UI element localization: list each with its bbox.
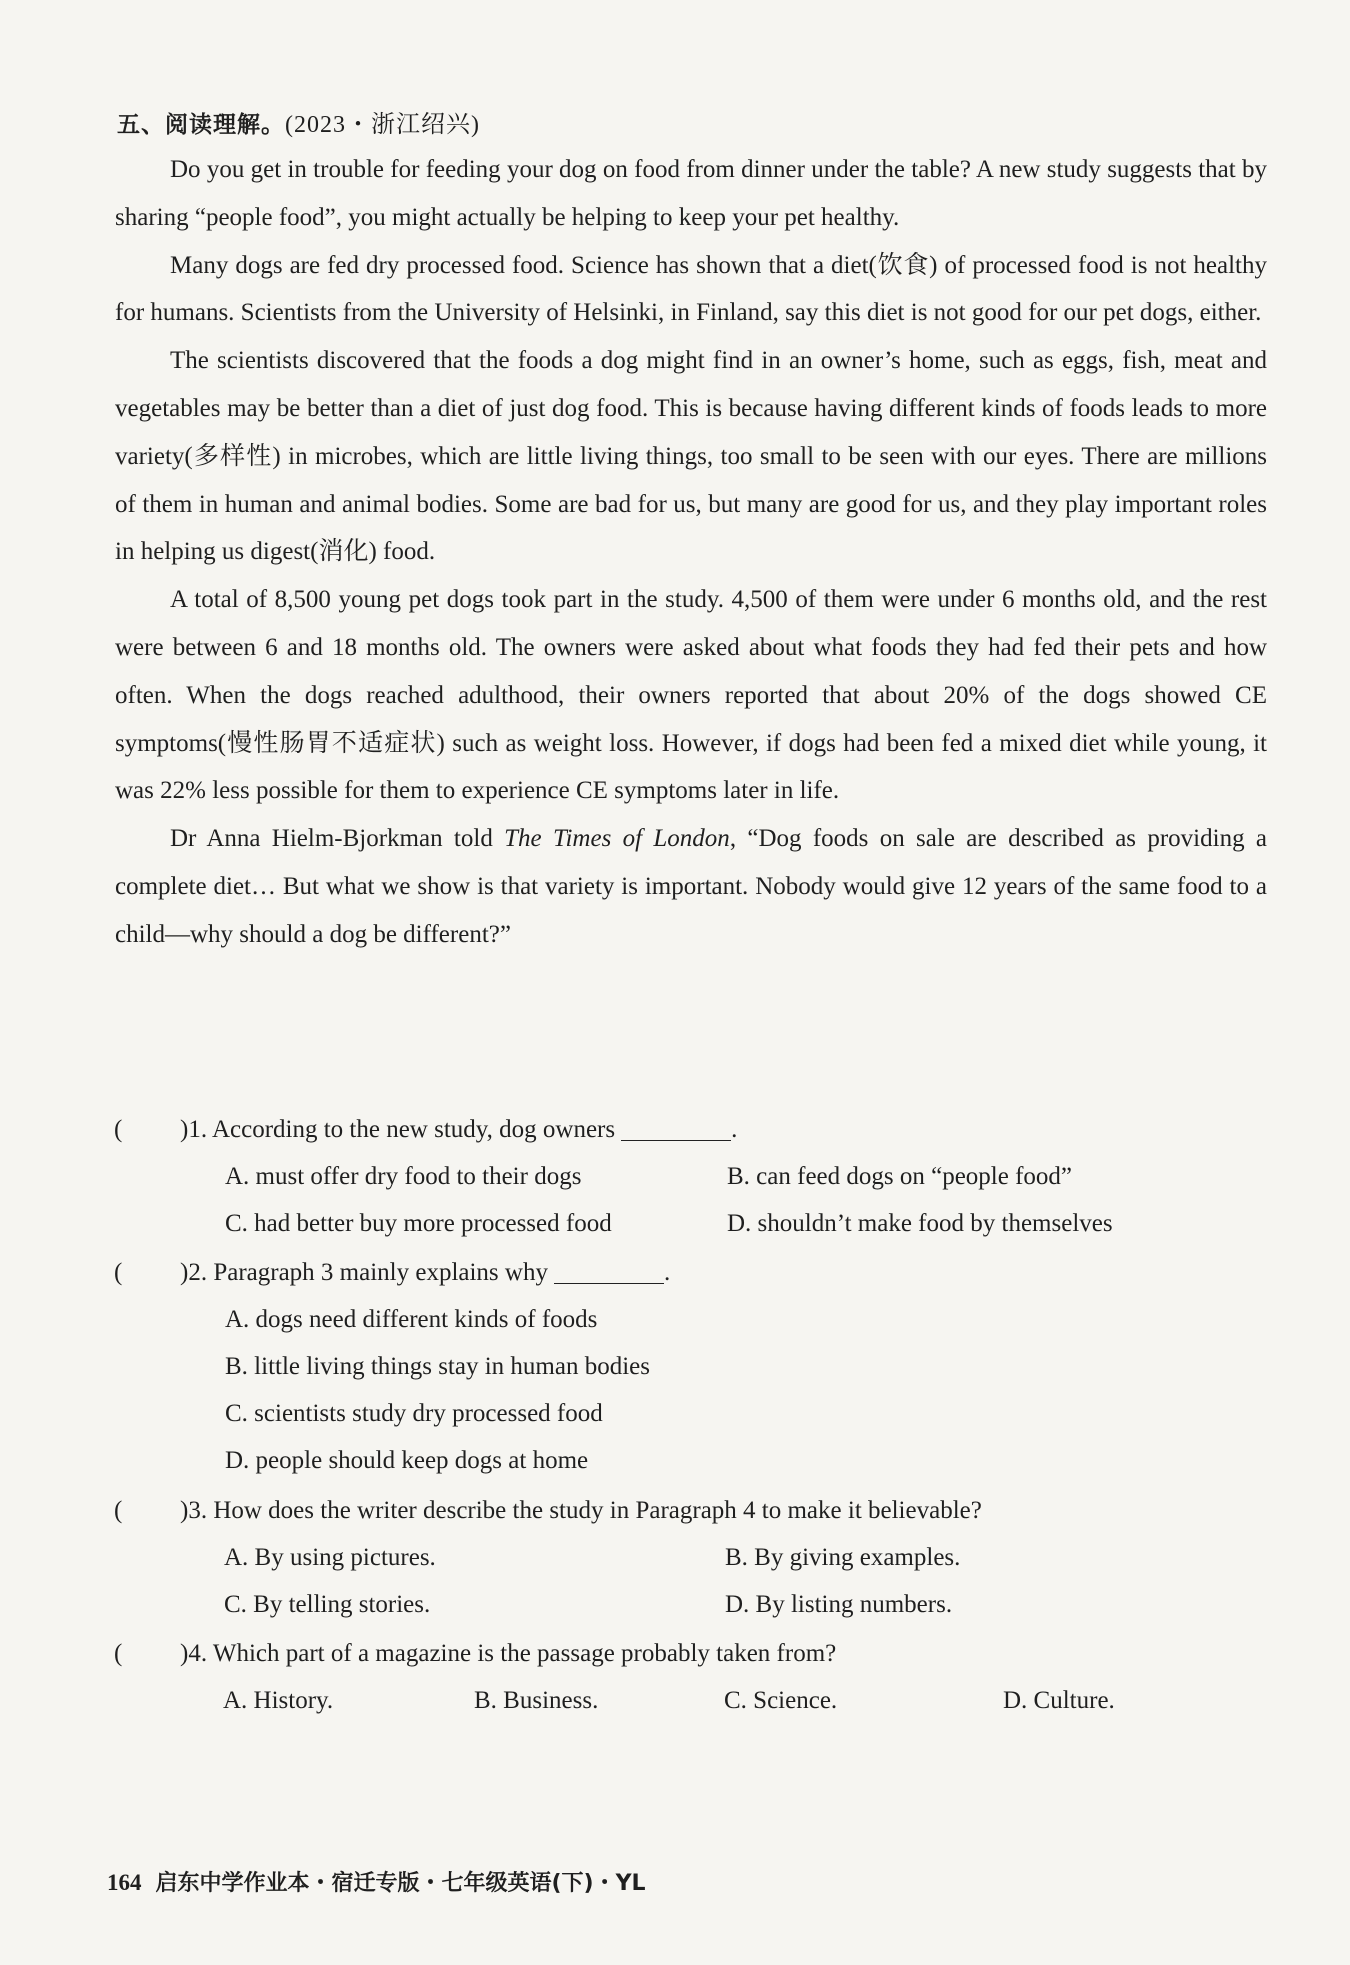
paragraph-3: The scientists discovered that the foods a dog might find in an owner’s home, such as eggs, fish, meat and vegetables may be better than a diet of just dog food. This is because having different kinds of foods leads to more variety(多样性) in microbes, which are little living things, too small to be seen with our eyes. There are millions of them in human and animal bodies. Some are bad for us, but many are good for us, and they play important roles in helping us digest(消化) food. xyxy=(115,347,1267,566)
option-d[interactable]: D. shouldn’t make food by themselves xyxy=(727,1210,1113,1237)
option-b[interactable]: B. can feed dogs on “people food” xyxy=(727,1163,1073,1190)
option-a[interactable]: A. By using pictures. xyxy=(224,1544,436,1571)
option-c[interactable]: C. had better buy more processed food xyxy=(225,1210,612,1237)
section-title: 五、阅读理解。 xyxy=(117,112,285,138)
option-b[interactable]: B. Business. xyxy=(474,1687,599,1714)
option-b[interactable]: B. By giving examples. xyxy=(725,1544,961,1571)
paragraph-2: Many dogs are fed dry processed food. Science has shown that a diet(饮食) of processed food is not healthy for humans. Scientists from the University of Helsinki, in Finland, say this diet is not good for our pet dogs, either. xyxy=(115,251,1267,327)
paragraph-5-quote: , “Dog foods on sale are described as providing a complete diet… But what we show is that variety is important. Nobody would give 12 years of the same food to a child—why should a dog be different?” xyxy=(115,825,1267,948)
question-stem: )1. According to the new study, dog owners . xyxy=(180,1116,738,1143)
option-d[interactable]: D. By listing numbers. xyxy=(725,1591,953,1618)
book-title: 启东中学作业本・宿迁专版・七年级英语(下)・YL xyxy=(155,1871,646,1896)
option-a[interactable]: A. must offer dry food to their dogs xyxy=(225,1163,582,1190)
option-b[interactable]: B. little living things stay in human bodies xyxy=(225,1353,650,1380)
option-c[interactable]: C. scientists study dry processed food xyxy=(225,1400,603,1427)
paragraph-4: A total of 8,500 young pet dogs took part in the study. 4,500 of them were under 6 months old, and the rest were between 6 and 18 months old. The owners were asked about what foods they had fed their pets and how often. When the dogs reached adulthood, their owners reported that about 20% of the dogs showed CE symptoms(慢性肠胃不适症状) such as weight loss. However, if dogs had been fed a mixed diet while young, it was 22% less possible for them to experience CE symptoms later in life. xyxy=(115,586,1267,805)
option-d[interactable]: D. Culture. xyxy=(1003,1687,1115,1714)
page-number: 164 xyxy=(107,1870,142,1895)
paragraph-5-lead: Dr Anna Hielm-Bjorkman told xyxy=(170,825,505,853)
answer-paren[interactable]: ( xyxy=(114,1640,123,1667)
question-3 xyxy=(114,1487,1274,1628)
answer-paren[interactable]: ( xyxy=(114,1259,123,1286)
question-4 xyxy=(114,1630,1274,1724)
option-a[interactable]: A. History. xyxy=(223,1687,334,1714)
paragraph-5 xyxy=(115,815,1267,958)
question-2 xyxy=(114,1249,1274,1484)
option-a[interactable]: A. dogs need different kinds of foods xyxy=(225,1306,598,1333)
paragraph-1: Do you get in trouble for feeding your dog on food from dinner under the table? A new study suggests that by sharing “people food”, you might actually be helping to keep your pet healthy. xyxy=(115,156,1267,231)
answer-paren[interactable]: ( xyxy=(114,1116,123,1143)
reading-passage xyxy=(115,146,1267,959)
question-1 xyxy=(114,1106,1274,1247)
section-heading xyxy=(117,104,480,139)
question-stem: )2. Paragraph 3 mainly explains why . xyxy=(180,1259,671,1286)
answer-blank xyxy=(621,1118,731,1141)
newspaper-title: The Times of London xyxy=(504,825,730,853)
answer-paren[interactable]: ( xyxy=(114,1497,123,1524)
section-source: (2023・浙江绍兴) xyxy=(285,112,480,138)
option-d[interactable]: D. people should keep dogs at home xyxy=(225,1447,589,1474)
option-c[interactable]: C. Science. xyxy=(724,1687,838,1714)
page-footer xyxy=(107,1866,646,1897)
option-c[interactable]: C. By telling stories. xyxy=(224,1591,431,1618)
answer-blank xyxy=(554,1261,664,1284)
question-stem: )3. How does the writer describe the study in Paragraph 4 to make it believable? xyxy=(180,1497,982,1524)
question-stem: )4. Which part of a magazine is the passage probably taken from? xyxy=(180,1640,837,1667)
